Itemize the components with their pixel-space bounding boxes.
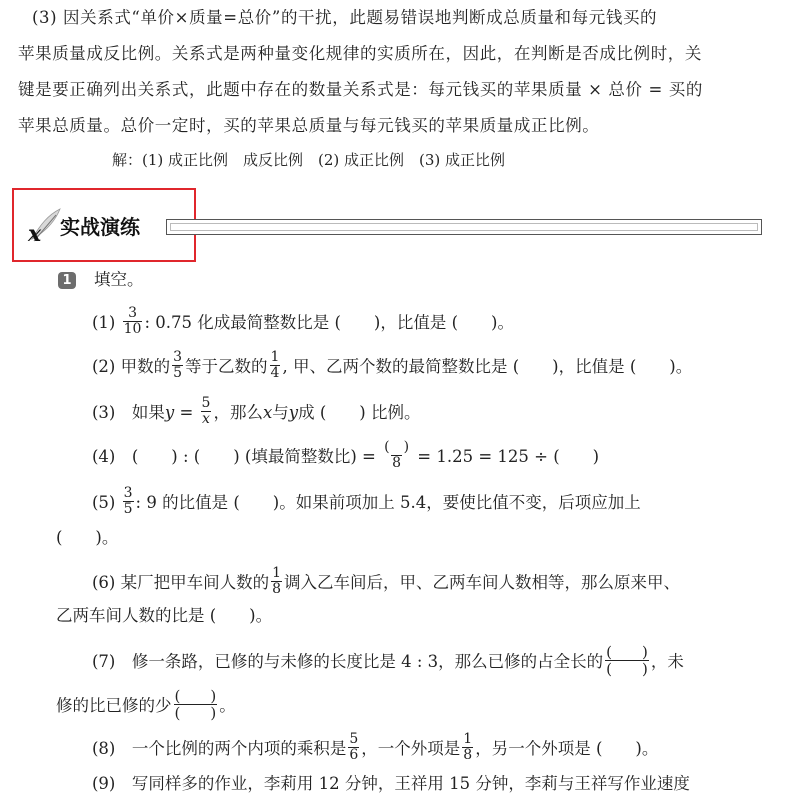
question-9: (9) 写同样多的作业，李莉用 12 分钟，王祥用 15 分钟，李莉与王祥写作业速度 — [92, 774, 690, 793]
question-1: (1) $\frac{3}{10}$ : 0.75 化成最简整数比是 ( )，比值是 ( )。 — [92, 305, 514, 337]
question-5: (5) $\frac{3}{5}$ : 9 的比值是 ( )。如果前项加上 5.4，要使比值不变，后项应加上 — [92, 485, 641, 517]
question-7: (7) 修一条路，已修的与未修的长度比是 4 : 3，那么已修的占全长的 $\frac{( )}{( )}$ ，未 — [92, 643, 684, 678]
exercise-title: 填空。 — [94, 270, 144, 289]
intro-line-3: 键是要正确列出关系式，此题中存在的数量关系式是：每元钱买的苹果质量 × 总价 = 买的 — [18, 80, 703, 99]
intro-line-2: 苹果质量成反比例。关系式是两种量变化规律的实质所在，因此，在判断是否成比例时，关 — [18, 44, 702, 63]
intro-answer: 解：(1) 成正比例 成反比例 (2) 成正比例 (3) 成正比例 — [112, 151, 506, 169]
intro-line-1: (3) 因关系式“单价×质量=总价”的干扰，此题易错误地判断成总质量和每元钱买的 — [32, 8, 658, 27]
question-5-continued: ( )。 — [56, 528, 119, 547]
section-title: 实战演练 — [60, 215, 140, 239]
question-6-continued: 乙两车间人数的比是 ( )。 — [56, 606, 273, 625]
svg-text:x: x — [28, 221, 42, 245]
question-2: (2) 甲数的 $\frac{3}{5}$ 等于乙数的 $\frac{1}{4}$ , 甲、乙两个数的最简整数比是 ( )，比值是 ( )。 — [92, 349, 693, 381]
question-3: (3) 如果y = $\frac{5}{x}$ ，那么x与y成 ( ) 比例。 — [92, 395, 421, 427]
question-4: (4) ( ) : ( ) (填最简整数比) = $\frac{( )}{8}$ = 1.25 = 125 ÷ ( ) — [92, 439, 600, 471]
pen-feather-icon — [26, 205, 64, 245]
intro-line-4: 苹果总质量。总价一定时，买的苹果总质量与每元钱买的苹果质量成正比例。 — [18, 116, 600, 135]
question-6: (6) 某厂把甲车间人数的 $\frac{1}{8}$ 调入乙车间后，甲、乙两车间人数相等，那么原来甲、 — [92, 565, 681, 597]
section-divider-bar — [166, 219, 762, 235]
question-8: (8) 一个比例的两个内项的乘积是 $\frac{5}{6}$ ，一个外项是 $\frac{1}{8}$ ，另一个外项是 ( )。 — [92, 731, 659, 763]
exercise-number-badge: 1 — [58, 272, 76, 289]
question-7-continued: 修的比已修的少 $\frac{( )}{( )}$ 。 — [56, 687, 236, 722]
